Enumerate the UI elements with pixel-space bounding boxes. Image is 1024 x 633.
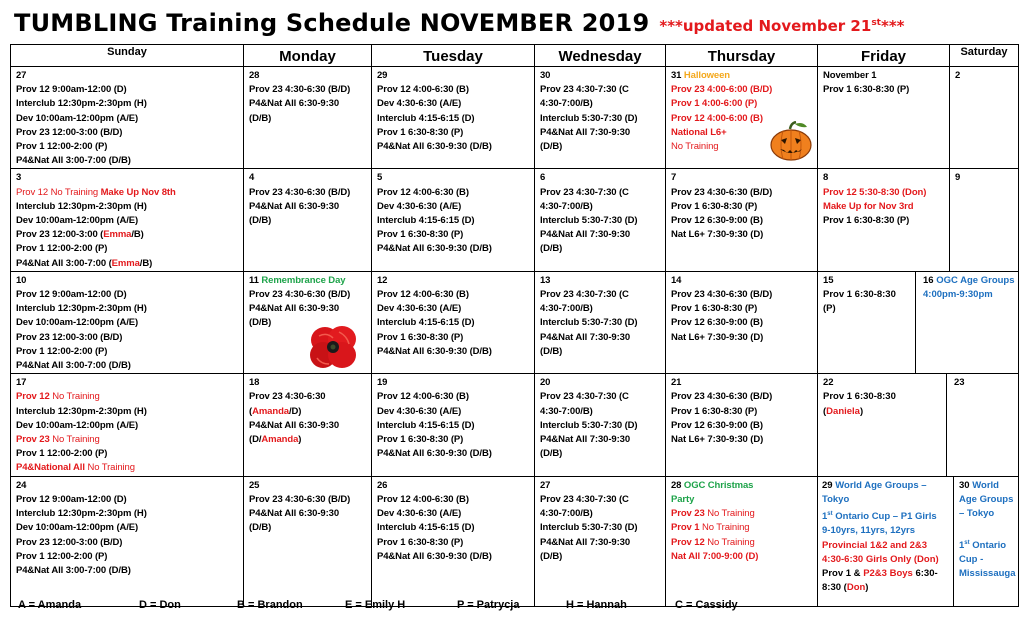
session-line: Nat All 7:00-9:00 (D) <box>671 550 759 562</box>
header-monday: Monday <box>244 45 372 67</box>
session-line: P4&Nat All 7:30-9:30 <box>540 536 631 548</box>
header-friday: Friday <box>818 45 950 67</box>
session-line: Make Up for Nov 3rd <box>823 200 914 212</box>
make-up-text: Make Up Nov 8th <box>100 186 176 198</box>
day-cell-nov-26 <box>372 476 535 606</box>
session-line: Prov 12 4:00-6:30 (B) <box>377 493 469 505</box>
event-ogc-christmas: OGC Christmas <box>683 479 754 491</box>
date-number: 8 <box>823 172 829 184</box>
day-cell-nov-24 <box>11 476 244 606</box>
date-number: 14 <box>671 274 682 286</box>
day-cell-nov-15 <box>818 272 916 373</box>
session-line: Prov 1 6:30-8:30 <box>823 391 896 403</box>
session-line: Interclub 5:30-7:30 (D) <box>540 522 638 534</box>
date-number: 25 <box>249 479 260 491</box>
event-line: 9-10yrs, 11yrs, 12yrs <box>822 525 915 537</box>
session-line: Prov 1 12:00-2:00 (P) <box>16 345 108 357</box>
session-line: Prov 1 6:30-8:30 (P) <box>377 331 464 343</box>
session-line: Prov 23 4:30-6:30 (B/D) <box>249 84 351 96</box>
session-text: ) <box>865 582 869 594</box>
day-cells-nov-15-16 <box>818 271 1019 373</box>
session-line: (D/B) <box>249 215 272 227</box>
session-line: Prov 1 12:00-2:00 (P) <box>16 448 108 460</box>
session-line: (D/B) <box>249 317 272 329</box>
session-line: P4&Nat All 6:30-9:30 <box>249 98 340 110</box>
update-note-text: ***updated November 21 <box>659 17 872 35</box>
session-line: Prov 1 6:30-8:30 (P) <box>823 215 910 227</box>
session-line: P4&Nat All 6:30-9:30 <box>249 200 340 212</box>
date-number: 11 <box>249 274 259 286</box>
event-remembrance-day: Remembrance Day <box>261 274 346 286</box>
session-line <box>671 521 814 535</box>
date-number: 10 <box>16 274 27 286</box>
session-line: Prov 12 9:00am-12:00 (D) <box>16 289 127 301</box>
session-line <box>16 461 240 475</box>
session-line <box>822 567 951 581</box>
event-text: Ontario Cup – P1 Girls <box>832 511 937 523</box>
session-text: Prov 12 <box>671 536 705 548</box>
session-line <box>16 257 240 271</box>
title-bar <box>14 9 905 43</box>
no-training-text: No Training <box>707 508 755 520</box>
session-line: Dev 10:00am-12:00pm (A/E) <box>16 522 139 534</box>
session-line: (D/B) <box>540 448 563 460</box>
session-line: Prov 23 4:30-6:30 (B/D) <box>671 186 773 198</box>
session-line: Prov 1 6:30-8:30 (P) <box>377 126 464 138</box>
header-sunday: Sunday <box>11 45 244 67</box>
session-line: (D/B) <box>540 550 563 562</box>
session-line: Prov 12 4:00-6:30 (B) <box>377 391 469 403</box>
session-line: Prov 23 4:30-6:30 (B/D) <box>249 493 351 505</box>
day-cell-nov-19 <box>372 374 535 476</box>
date-number: 28 <box>249 70 260 81</box>
session-line: P4&Nat All 6:30-9:30 <box>249 508 340 520</box>
session-text: Prov 12 <box>16 391 50 403</box>
session-line: (D/B) <box>249 522 272 534</box>
day-cell-oct-28 <box>244 67 372 169</box>
day-cell-nov-1 <box>818 67 950 169</box>
session-text: 8:30 ( <box>822 582 847 594</box>
update-note-sup: st <box>871 18 881 28</box>
session-line <box>16 433 240 447</box>
day-cell-nov-17 <box>11 374 244 476</box>
session-line: Dev 10:00am-12:00pm (A/E) <box>16 215 139 227</box>
session-text: Prov 23 <box>671 508 705 520</box>
event-text-sup: st <box>964 539 970 546</box>
session-line: P4&Nat All 6:30-9:30 <box>249 303 340 315</box>
session-line: Prov 23 4:30-7:30 (C <box>540 391 629 403</box>
session-line: Prov 12 9:00am-12:00 (D) <box>16 84 127 96</box>
date-number: 31 <box>671 70 682 81</box>
session-line <box>249 433 368 447</box>
date-number: 3 <box>16 172 22 184</box>
session-line: Prov 23 12:00-3:00 (B/D) <box>16 536 123 548</box>
session-line: P4&Nat All 6:30-9:30 <box>249 419 340 431</box>
day-cell-nov-5 <box>372 169 535 271</box>
session-text: Prov 1 <box>671 522 700 534</box>
session-line: 4:30-7:00/B) <box>540 200 593 212</box>
event-line: Tokyo <box>822 493 850 505</box>
day-cell-nov-3 <box>11 169 244 271</box>
legend-item: C = Cassidy <box>675 599 738 611</box>
poppy-icon <box>309 324 357 370</box>
session-line: P4&Nat All 7:30-9:30 <box>540 331 631 343</box>
day-cell-nov-14 <box>666 271 818 373</box>
session-line: Prov 23 4:30-6:30 <box>249 391 326 403</box>
no-training-text: No Training <box>52 391 100 403</box>
date-number: 20 <box>540 377 551 389</box>
session-text: ( <box>249 405 253 417</box>
session-line: P4&Nat All 3:00-7:00 (D/B) <box>16 155 131 167</box>
date-number: 16 <box>923 274 934 286</box>
date-number: 24 <box>16 479 27 491</box>
date-number: 7 <box>671 172 677 184</box>
session-line: (D/B) <box>540 243 563 255</box>
session-line: Interclub 12:30pm-2:30pm (H) <box>16 303 147 315</box>
session-text: P2&3 Boys <box>863 568 913 580</box>
no-training-text: No Training <box>52 434 100 446</box>
day-cell-oct-27 <box>11 67 244 169</box>
day-cell-nov-21 <box>666 374 818 476</box>
coach-name: Amanda <box>261 434 299 446</box>
session-line: Interclub 4:15-6:15 (D) <box>377 522 475 534</box>
session-line: Prov 1 6:30-8:30 (P) <box>671 303 758 315</box>
date-number: 17 <box>16 377 27 389</box>
session-line: P4&Nat All 6:30-9:30 (D/B) <box>377 448 492 460</box>
event-ontario-cup <box>822 507 951 524</box>
session-line: Prov 23 4:30-7:30 (C <box>540 493 629 505</box>
date-number: 28 <box>671 479 682 491</box>
coach-name: Amanda <box>252 405 289 417</box>
session-line: 4:30-7:00/B) <box>540 508 593 520</box>
session-text: P4&Nat All 3:00-7:00 ( <box>16 257 112 269</box>
date-number: 5 <box>377 172 383 184</box>
week-row-1 <box>11 67 1019 169</box>
session-line <box>16 228 240 242</box>
session-text: /B) <box>131 229 144 241</box>
event-line: Age Groups <box>959 493 1014 505</box>
session-line: Interclub 5:30-7:30 (D) <box>540 215 638 227</box>
date-number: 22 <box>823 377 834 389</box>
session-line: P4&Nat All 7:30-9:30 <box>540 229 631 241</box>
session-line: Dev 4:30-6:30 (A/E) <box>377 405 462 417</box>
session-line: Dev 4:30-6:30 (A/E) <box>377 98 462 110</box>
weekday-header-row <box>11 45 1019 67</box>
event-ogc-christmas-party: Party <box>671 493 695 505</box>
date-number: 29 <box>822 479 833 491</box>
session-line: Dev 10:00am-12:00pm (A/E) <box>16 317 139 329</box>
session-line <box>16 390 240 404</box>
session-line: 4:30-6:30 Girls Only (Don) <box>822 553 939 565</box>
session-line: Prov 12 9:00am-12:00 (D) <box>16 493 127 505</box>
session-line: P4&Nat All 3:00-7:00 (D/B) <box>16 564 131 576</box>
day-cell-nov-20 <box>535 374 666 476</box>
event-line: Cup - <box>959 553 984 565</box>
date-number: 23 <box>954 377 965 389</box>
session-line: P4&Nat All 7:30-9:30 <box>540 126 631 138</box>
legend-item: A = Amanda <box>18 599 82 611</box>
date-number: 12 <box>377 274 388 286</box>
session-line: Prov 1 12:00-2:00 (P) <box>16 550 108 562</box>
day-cell-nov-25 <box>244 476 372 606</box>
date-number: 9 <box>955 172 961 184</box>
session-line: Prov 1 4:00-6:00 (P) <box>671 98 758 110</box>
day-cell-nov-30 <box>954 477 1018 606</box>
session-line: Interclub 12:30pm-2:30pm (H) <box>16 200 147 212</box>
session-line: Interclub 4:15-6:15 (D) <box>377 317 475 329</box>
day-cell-nov-2 <box>950 67 1019 169</box>
session-line: Prov 1 12:00-2:00 (P) <box>16 141 108 153</box>
session-line <box>822 581 951 595</box>
coach-name: Emma <box>103 229 132 241</box>
session-line: Interclub 5:30-7:30 (D) <box>540 317 638 329</box>
week-row-2 <box>11 169 1019 271</box>
session-line: Prov 1 6:30-8:30 (P) <box>377 229 464 241</box>
no-training-text: No Training <box>702 522 750 534</box>
event-text: Ontario <box>969 539 1007 551</box>
session-line: P4&Nat All 6:30-9:30 (D/B) <box>377 345 492 357</box>
session-line: Prov 23 4:30-7:30 (C <box>540 289 629 301</box>
day-cell-nov-9 <box>950 169 1019 271</box>
date-number: 2 <box>955 70 961 81</box>
event-line: – Tokyo <box>959 508 995 520</box>
date-number: 30 <box>540 70 551 81</box>
session-line: (D/B) <box>249 112 272 124</box>
event-world-age-groups: World <box>972 479 999 491</box>
session-line: Prov 23 12:00-3:00 (B/D) <box>16 126 123 138</box>
session-line: 4:30-7:00/B) <box>540 303 593 315</box>
header-tuesday: Tuesday <box>372 45 535 67</box>
date-number: 19 <box>377 377 388 389</box>
session-line: Prov 12 6:30-9:00 (B) <box>671 215 763 227</box>
coach-name: Don <box>846 582 866 594</box>
date-number: 26 <box>377 479 388 491</box>
day-cell-nov-29 <box>818 477 954 606</box>
session-line: P4&Nat All 6:30-9:30 (D/B) <box>377 141 492 153</box>
session-line: Dev 10:00am-12:00pm (A/E) <box>16 112 139 124</box>
day-cell-nov-22 <box>818 374 947 475</box>
date-number: 21 <box>671 377 682 389</box>
day-cell-nov-27 <box>535 476 666 606</box>
calendar-table <box>10 44 1019 607</box>
header-saturday: Saturday <box>950 45 1019 67</box>
date-number: 27 <box>16 70 27 81</box>
event-text: 1 <box>822 511 828 523</box>
session-line: Prov 1 6:30-8:30 (P) <box>377 536 464 548</box>
legend-item: B = Brandon <box>237 599 303 611</box>
session-line: Dev 4:30-6:30 (A/E) <box>377 508 462 520</box>
session-text: Prov 1 & <box>822 568 864 580</box>
session-text: /D) <box>288 405 302 417</box>
session-line: No Training <box>671 141 719 153</box>
session-line: Dev 4:30-6:30 (A/E) <box>377 200 462 212</box>
session-line <box>823 405 943 419</box>
week-row-3 <box>11 271 1019 373</box>
session-line: (D/B) <box>540 141 563 153</box>
day-cells-nov-22-23 <box>818 374 1019 476</box>
session-text: 6:30- <box>912 568 938 580</box>
day-cell-nov-18 <box>244 374 372 476</box>
event-ogc-age-groups: OGC Age Groups 4:00pm-9:30pm <box>923 274 1015 301</box>
day-cell-nov-6 <box>535 169 666 271</box>
session-line: Nat L6+ 7:30-9:30 (D) <box>671 434 764 446</box>
session-text: ) <box>859 405 864 417</box>
coach-name: Emma <box>111 257 140 269</box>
session-line: Prov 23 12:00-3:00 (B/D) <box>16 331 123 343</box>
week-row-4 <box>11 374 1019 476</box>
event-line: Mississauga <box>959 568 1016 580</box>
session-line: Dev 10:00am-12:00pm (A/E) <box>16 419 139 431</box>
session-line: Interclub 12:30pm-2:30pm (H) <box>16 405 147 417</box>
session-line: Interclub 4:15-6:15 (D) <box>377 419 475 431</box>
legend-item: E = Emily H <box>345 599 406 611</box>
session-line: Prov 1 6:30-8:30 (P) <box>671 200 758 212</box>
header-wednesday: Wednesday <box>535 45 666 67</box>
session-line: P4&Nat All 3:00-7:00 (D/B) <box>16 360 131 372</box>
schedule-title: TUMBLING Training Schedule NOVEMBER 2019 <box>14 9 650 37</box>
session-line: Prov 23 4:30-6:30 (B/D) <box>249 289 351 301</box>
day-cell-nov-7 <box>666 169 818 271</box>
date-line <box>671 479 814 493</box>
event-text: 1 <box>959 539 965 551</box>
session-line: Prov 12 6:30-9:00 (B) <box>671 419 763 431</box>
date-number: November 1 <box>823 70 877 81</box>
session-text: P4&National All <box>16 462 85 474</box>
session-line: Dev 4:30-6:30 (A/E) <box>377 303 462 315</box>
day-cell-nov-10 <box>11 271 244 373</box>
session-line: Prov 1 6:30-8:30 (P) <box>823 84 910 96</box>
session-text: Prov 23 12:00-3:00 ( <box>16 229 104 241</box>
session-line: P4&Nat All 6:30-9:30 (D/B) <box>377 243 492 255</box>
date-line <box>822 479 951 493</box>
update-note <box>659 17 904 35</box>
session-text: ( <box>823 405 827 417</box>
session-text: /B) <box>139 257 153 269</box>
date-line <box>249 274 368 288</box>
session-line: Prov 23 4:30-6:30 (B/D) <box>671 391 773 403</box>
session-line: Interclub 12:30pm-2:30pm (H) <box>16 508 147 520</box>
day-cell-nov-28 <box>666 476 818 606</box>
session-line: 4:30-7:00/B) <box>540 98 593 110</box>
session-line: Prov 23 4:30-6:30 (B/D) <box>671 289 773 301</box>
session-line: Prov 1 12:00-2:00 (P) <box>16 243 108 255</box>
day-cell-nov-4 <box>244 169 372 271</box>
session-line: Prov 12 6:30-9:00 (B) <box>671 317 763 329</box>
session-line: National L6+ <box>671 126 727 138</box>
day-cells-nov-29-30 <box>818 476 1019 606</box>
session-line: Prov 23 4:00-6:00 (B/D) <box>671 84 773 96</box>
session-text: Prov 23 <box>16 434 50 446</box>
day-cell-nov-16 <box>916 272 1018 373</box>
session-line: Prov 12 5:30-8:30 (Don) <box>823 186 927 198</box>
legend-item: H = Hannah <box>566 599 627 611</box>
session-line: Interclub 4:15-6:15 (D) <box>377 112 475 124</box>
session-text: (D/ <box>249 434 262 446</box>
day-cell-oct-29 <box>372 67 535 169</box>
session-line: Prov 23 4:30-7:30 (C <box>540 84 629 96</box>
session-line: Prov 23 4:30-6:30 (B/D) <box>249 186 351 198</box>
spacer <box>959 521 1015 535</box>
session-line <box>16 186 240 200</box>
session-line: Prov 12 4:00-6:30 (B) <box>377 289 469 301</box>
session-line: P4&Nat All 7:30-9:30 <box>540 434 631 446</box>
day-cell-nov-12 <box>372 271 535 373</box>
day-cell-oct-30 <box>535 67 666 169</box>
session-line: Prov 12 4:00-6:30 (B) <box>377 186 469 198</box>
header-thursday: Thursday <box>666 45 818 67</box>
no-training-text: No Training <box>707 536 755 548</box>
day-cell-nov-11 <box>244 271 372 373</box>
session-line: Prov 23 4:30-7:30 (C <box>540 186 629 198</box>
session-line: Prov 12 4:00-6:30 (B) <box>377 84 469 96</box>
coach-name: Daniela <box>826 405 860 417</box>
date-number: 27 <box>540 479 551 491</box>
day-cell-nov-13 <box>535 271 666 373</box>
date-line <box>959 479 1015 493</box>
date-number: 6 <box>540 172 546 184</box>
date-number: 15 <box>823 274 834 286</box>
session-line: Provincial 1&2 and 2&3 <box>822 539 928 551</box>
day-cell-oct-31 <box>666 67 818 169</box>
day-cell-nov-23 <box>947 374 1018 475</box>
session-line <box>671 507 814 521</box>
event-world-age-groups: World Age Groups – <box>835 479 927 491</box>
week-row-5 <box>11 476 1019 606</box>
event-halloween: Halloween <box>683 70 731 81</box>
session-line: (P) <box>823 303 836 315</box>
pumpkin-icon <box>769 121 813 161</box>
session-line: P4&Nat All 6:30-9:30 (D/B) <box>377 550 492 562</box>
date-line <box>671 69 814 83</box>
date-number: 30 <box>959 479 970 491</box>
no-training-text: No Training <box>87 462 135 474</box>
session-line <box>249 405 368 419</box>
session-line: Interclub 5:30-7:30 (D) <box>540 112 638 124</box>
no-training-text: Prov 12 No Training <box>16 186 99 198</box>
session-line: Prov 1 6:30-8:30 <box>823 289 896 301</box>
session-line <box>671 536 814 550</box>
session-line: 4:30-7:00/B) <box>540 405 593 417</box>
date-number: 29 <box>377 70 388 81</box>
update-note-tail: *** <box>880 17 905 35</box>
day-cell-nov-8 <box>818 169 950 271</box>
session-line: (D/B) <box>540 345 563 357</box>
date-number: 13 <box>540 274 551 286</box>
session-line: Nat L6+ 7:30-9:30 (D) <box>671 331 764 343</box>
session-line: Interclub 12:30pm-2:30pm (H) <box>16 98 147 110</box>
session-line: Nat L6+ 7:30-9:30 (D) <box>671 229 764 241</box>
session-line: Prov 1 6:30-8:30 (P) <box>377 434 464 446</box>
legend-item: D = Don <box>139 599 181 611</box>
event-text-sup: st <box>827 511 833 518</box>
legend-item: P = Patrycja <box>457 599 520 611</box>
session-line: Prov 1 6:30-8:30 (P) <box>671 405 758 417</box>
date-number: 4 <box>249 172 255 184</box>
session-text: ) <box>298 434 302 446</box>
session-line: Prov 12 4:00-6:00 (B) <box>671 112 763 124</box>
session-line: Interclub 4:15-6:15 (D) <box>377 215 475 227</box>
event-ontario-cup <box>959 536 1015 553</box>
date-number: 18 <box>249 377 260 389</box>
session-line: Interclub 5:30-7:30 (D) <box>540 419 638 431</box>
